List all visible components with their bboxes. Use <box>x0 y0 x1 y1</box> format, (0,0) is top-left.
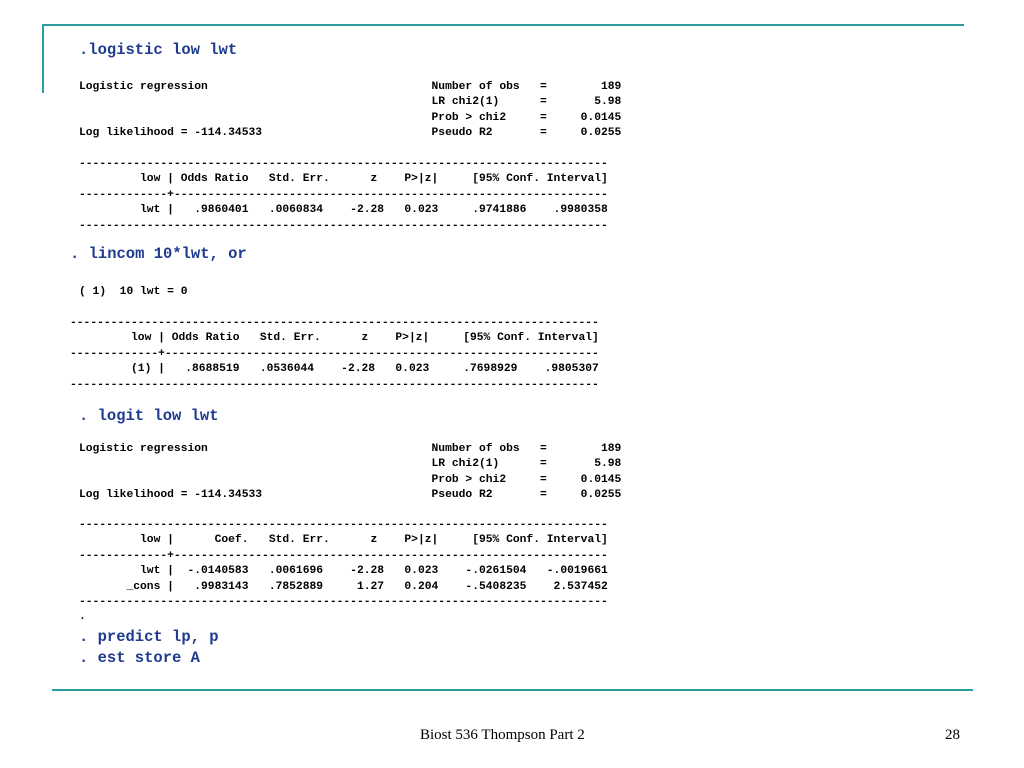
command-logit: . logit low lwt <box>79 407 219 425</box>
lincom-results-table: ------------------------------------------------------------------------------ low | Odds Ratio Std. Err. z P>|z| [95% Conf. Interval] -------------+---------------------------------------------------------------- (1) | .8688519 .0536044 -2.28 0.023 .7698929 .9805307 ------------------------------------------------------------------------------ <box>70 317 599 391</box>
logistic-results-table: ------------------------------------------------------------------------------ low | Odds Ratio Std. Err. z P>|z| [95% Conf. Interval] -------------+---------------------------------------------------------------- lwt | .9860401 .0060834 -2.28 0.023 .9741886 .9980358 ------------------------------------------------------------------------------ <box>79 158 608 232</box>
logit-header-output: Logistic regression Number of obs = 189 LR chi2(1) = 5.98 Prob > chi2 = 0.0145 Log likelihood = -114.34533 Pseudo R2 = 0.0255 <box>79 443 622 502</box>
left-rule <box>42 24 44 93</box>
footer-course-title: Biost 536 Thompson Part 2 <box>420 727 585 743</box>
lincom-constraint: ( 1) 10 lwt = 0 <box>79 286 188 298</box>
bottom-rule <box>52 689 973 691</box>
logistic-header-output: Logistic regression Number of obs = 189 LR chi2(1) = 5.98 Prob > chi2 = 0.0145 Log likelihood = -114.34533 Pseudo R2 = 0.0255 <box>79 81 622 140</box>
command-logistic: .logistic low lwt <box>79 41 238 59</box>
footer-page-number: 28 <box>945 727 960 743</box>
logit-results-table: ------------------------------------------------------------------------------ low | Coef. Std. Err. z P>|z| [95% Conf. Interval] -------------+---------------------------------------------------------------- lwt | -.0140583 .0061696 -2.28 0.023 -.0261504 -.0019661 _cons | .9983143 .7852889 1.27 0.204 -.5408235 2.537452 ------------------------------------------------------------------------------ . <box>79 519 608 624</box>
command-lincom: . lincom 10*lwt, or <box>70 245 247 263</box>
command-est-store: . est store A <box>79 649 200 667</box>
top-rule <box>42 24 964 26</box>
command-predict: . predict lp, p <box>79 628 219 646</box>
